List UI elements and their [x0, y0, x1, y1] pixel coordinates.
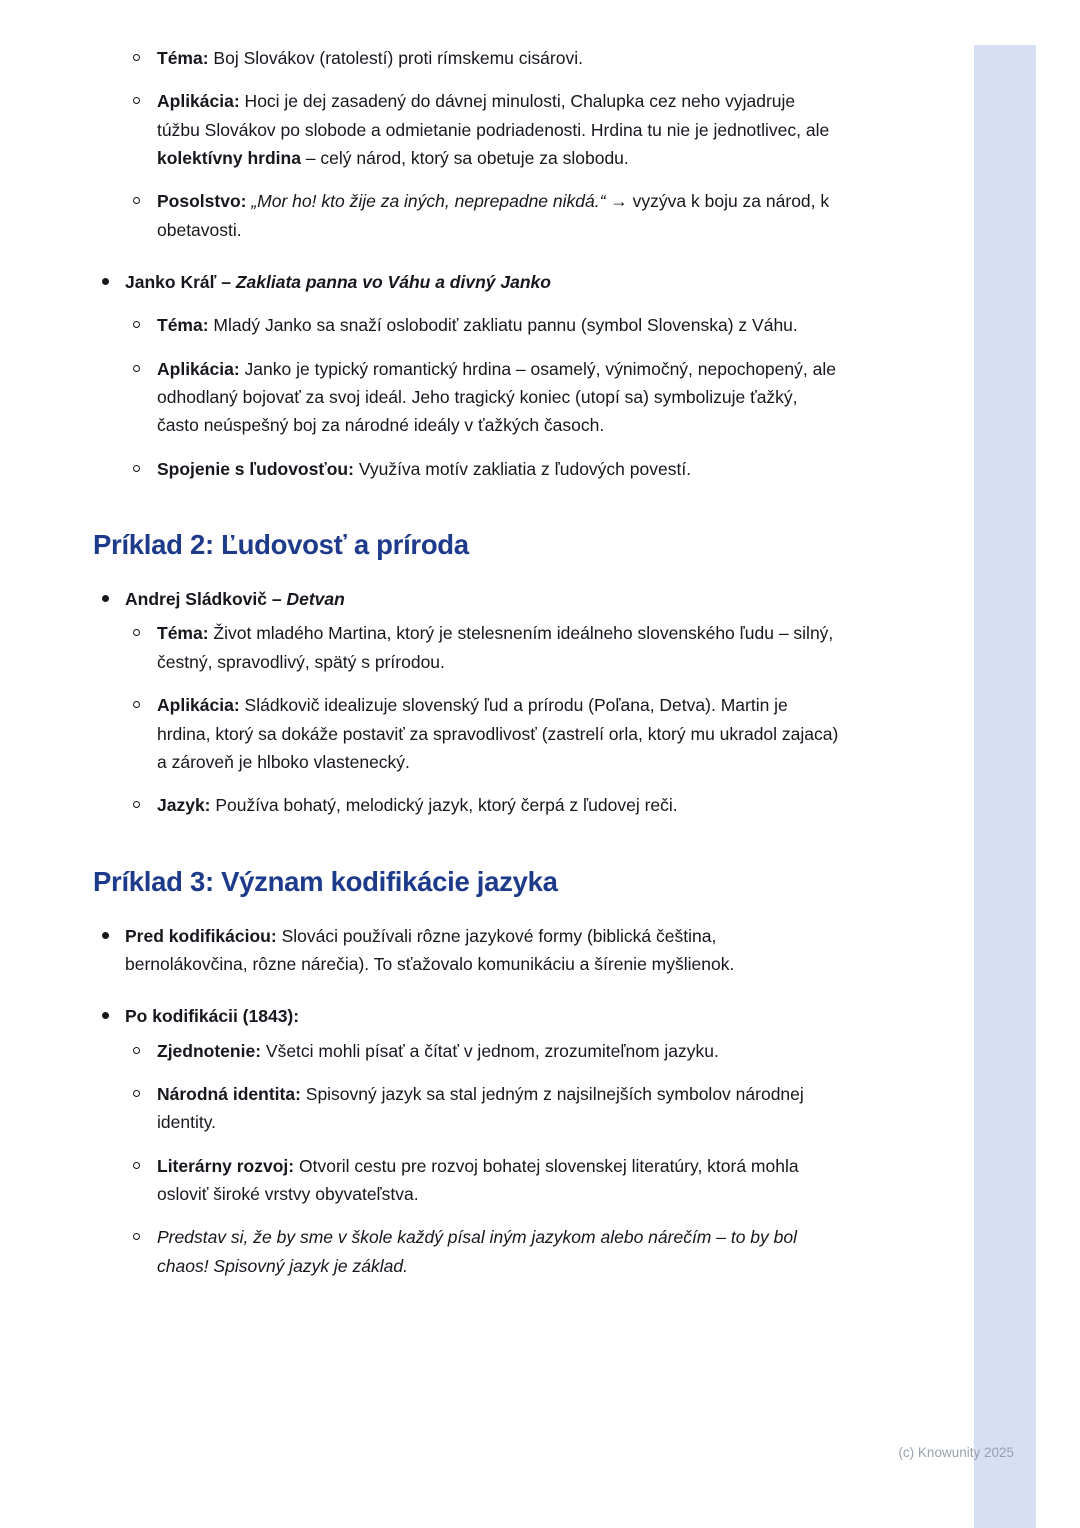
list-item-level2: [93, 311, 841, 339]
list-item-text: Literárny rozvoj: Otvoril cestu pre rozvoj bohatej slovenskej literatúry, ktorá mohla osloviť široké vrstvy obyvateľstva.: [157, 1155, 799, 1204]
list-item-text: Téma: Život mladého Martina, ktorý je stelesnením ideálneho slovenského ľudu – silný, čestný, spravodlivý, spätý s prírodou.: [157, 623, 834, 672]
list-item-level2: [93, 455, 841, 483]
list-item-text: Pred kodifikáciou: Slováci používali rôzne jazykové formy (biblická čeština, bernolákovčina, rôzne nárečia). To sťažovalo komunikáciu a šírenie myšlienok.: [125, 925, 735, 974]
list-item-level1: [93, 922, 841, 979]
list-item-level2: [93, 87, 841, 172]
bullet-circle-icon: [133, 1233, 140, 1240]
bullet-circle-icon: [133, 1162, 140, 1169]
list-item-text: Spojenie s ľudovosťou: Využíva motív zakliatia z ľudových povestí.: [157, 458, 692, 479]
bullet-circle-icon: [133, 1047, 140, 1054]
bullet-circle-icon: [133, 54, 140, 61]
list-item-text: Aplikácia: Janko je typický romantický hrdina – osamelý, výnimočný, nepochopený, ale odhodlaný bojovať za svoj ideál. Jeho tragický koniec (utopí sa) symbolizuje ťažký, často neúspešný boj za národné ideály v ťažkých časoch.: [157, 358, 836, 436]
bullet-dot-icon: [102, 278, 109, 285]
page-edge-bar: [974, 45, 1036, 1528]
list-item-level2: [93, 1152, 841, 1209]
list-item-text: Téma: Mladý Janko sa snaží oslobodiť zakliatu pannu (symbol Slovenska) z Váhu.: [157, 315, 798, 336]
list-item-text: Zjednotenie: Všetci mohli písať a čítať v jednom, zrozumiteľnom jazyku.: [157, 1040, 719, 1061]
list-item-level1: [93, 585, 841, 613]
list-item-level2: [93, 791, 841, 819]
list-item-text: Jazyk: Používa bohatý, melodický jazyk, ktorý čerpá z ľudovej reči.: [157, 795, 678, 816]
list-item-text: Predstav si, že by sme v škole každý písal iným jazykom alebo nárečím – to by bol chaos! Spisovný jazyk je základ.: [157, 1227, 797, 1276]
list-item-text: Po kodifikácii (1843):: [125, 1006, 300, 1027]
list-item-text: Aplikácia: Sládkovič idealizuje slovenský ľud a prírodu (Poľana, Detva). Martin je hrdina, ktorý sa dokáže postaviť za spravodlivosť (zastrelí orla, ktorý mu ukradol zajaca) a zároveň je hlboko vlastenecký.: [157, 695, 839, 772]
document-content: [93, 44, 841, 1280]
bullet-circle-icon: [133, 465, 140, 472]
bullet-circle-icon: [133, 801, 140, 808]
list-item-level2: [93, 187, 841, 244]
list-item-level2: [93, 1037, 841, 1065]
list-item-text: Aplikácia: Hoci je dej zasadený do dávnej minulosti, Chalupka cez neho vyjadruje túžbu Slovákov po slobode a odmietanie podriadenosti. Hrdina tu nie je jednotlivec, ale kolektívny hrdina – celý národ, ktorý sa obetuje za slobodu.: [157, 91, 830, 169]
list-item-text: Národná identita: Spisovný jazyk sa stal jedným z najsilnejších symbolov národnej identity.: [157, 1083, 804, 1133]
list-item-text: Téma: Boj Slovákov (ratolestí) proti rímskemu cisárovi.: [157, 48, 583, 68]
bullet-dot-icon: [102, 1012, 109, 1019]
list-item-level2: [93, 1080, 841, 1137]
bullet-dot-icon: [102, 932, 109, 939]
heading-priklad-3: Príklad 3: Význam kodifikácie jazyka: [93, 865, 558, 897]
bullet-circle-icon: [133, 97, 140, 104]
watermark: (c) Knowunity 2025: [898, 1445, 1014, 1460]
bullet-circle-icon: [133, 701, 140, 708]
list-item-level2: [93, 44, 841, 72]
list-item-text: Andrej Sládkovič – Detvan: [125, 589, 345, 610]
list-item-level2: [93, 1223, 841, 1280]
bullet-circle-icon: [133, 629, 140, 636]
list-item-level1: [93, 1002, 841, 1030]
list-item-level2: [93, 355, 841, 440]
list-item-level2: [93, 619, 841, 676]
bullet-circle-icon: [133, 365, 140, 372]
list-item-level2: [93, 691, 841, 776]
list-item-level1: [93, 268, 841, 296]
bullet-dot-icon: [102, 595, 109, 602]
heading-priklad-2: Príklad 2: Ľudovosť a príroda: [93, 529, 469, 561]
list-item-text: Posolstvo: „Mor ho! kto žije za iných, neprepadne nikdá.“ → vyzýva k boju za národ, k obetavosti.: [157, 191, 830, 240]
bullet-circle-icon: [133, 1090, 140, 1097]
bullet-circle-icon: [133, 321, 140, 328]
bullet-circle-icon: [133, 197, 140, 204]
list-item-text: Janko Kráľ – Zakliata panna vo Váhu a divný Janko: [125, 272, 551, 293]
